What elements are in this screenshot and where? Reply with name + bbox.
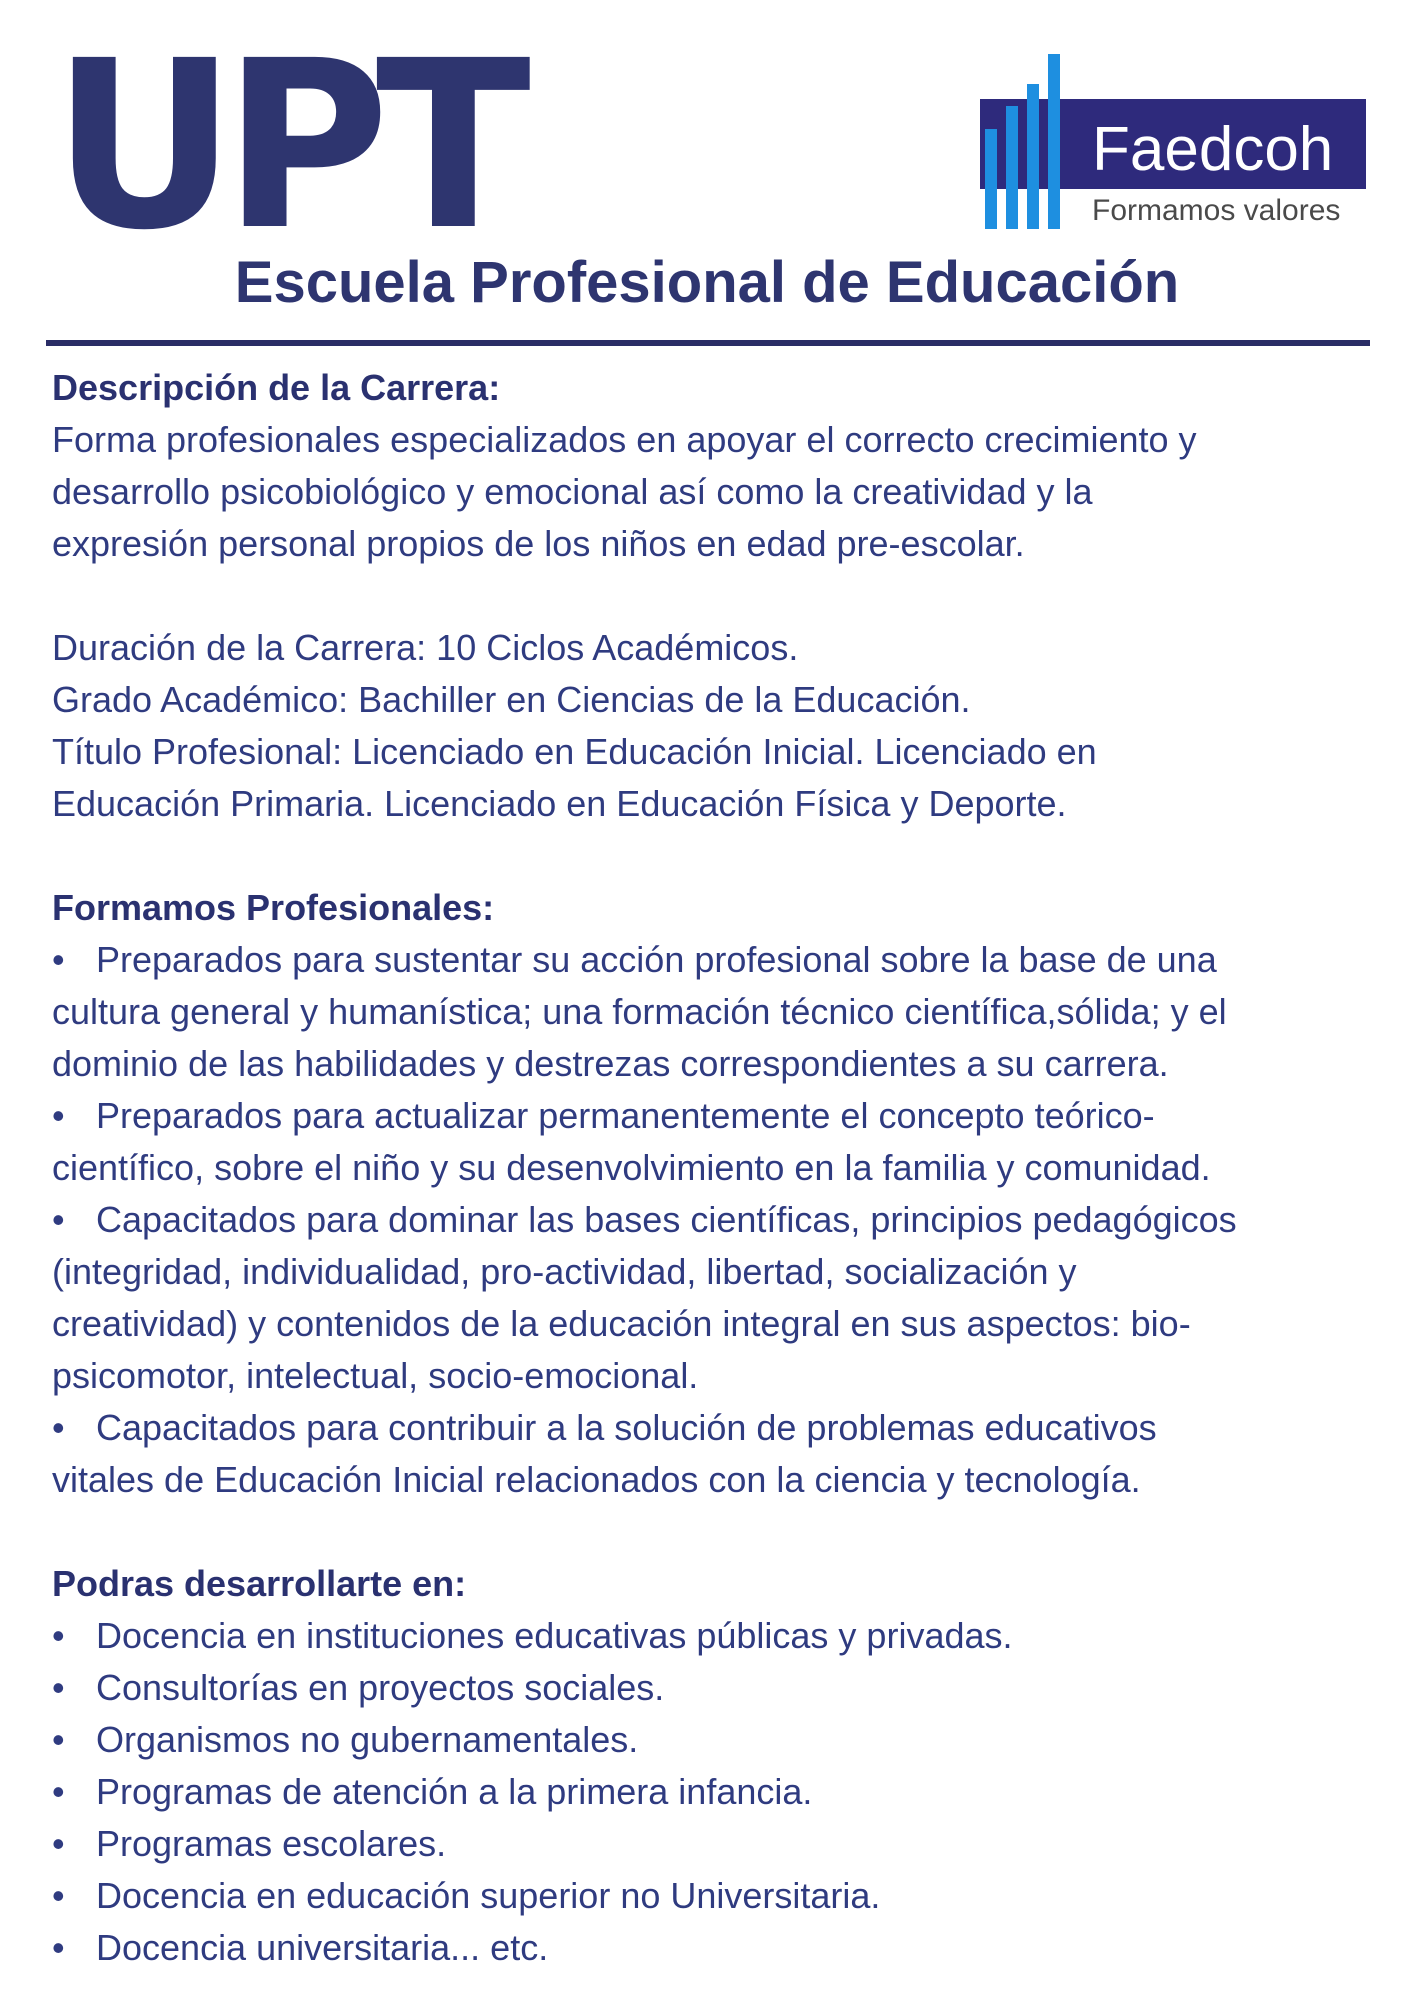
formamos-item-text: Capacitados para contribuir a la solución de problemas educativos [96, 1407, 1157, 1448]
bullet-icon: • [52, 1199, 65, 1240]
formamos-item-line [52, 1402, 1382, 1454]
page-title: Escuela Profesional de Educación [234, 250, 1180, 315]
faedcoh-logo [980, 54, 1370, 229]
faedcoh-bar [1027, 84, 1039, 229]
desarrollo-item [52, 1610, 1382, 1662]
desarrollo-item-text: Docencia en instituciones educativas públicas y privadas. [96, 1615, 1013, 1656]
descripcion-line: expresión personal propios de los niños en edad pre-escolar. [52, 523, 1025, 564]
formamos-item-line [52, 934, 1382, 986]
desarrollo-item-text: Docencia universitaria... etc. [96, 1927, 549, 1968]
bullet-icon: • [52, 1927, 65, 1968]
desarrollo-heading: Podras desarrollarte en: [52, 1563, 467, 1604]
descripcion-heading: Descripción de la Carrera: [52, 367, 501, 408]
desarrollo-item-text: Programas de atención a la primera infancia. [96, 1771, 813, 1812]
desarrollo-item [52, 1714, 1382, 1766]
descripcion-line: Forma profesionales especializados en apoyar el correcto crecimiento y [52, 419, 1197, 460]
formamos-item-text: Capacitados para dominar las bases científicas, principios pedagógicos [96, 1199, 1237, 1240]
desarrollo-item [52, 1766, 1382, 1818]
faedcoh-bar [985, 129, 997, 229]
formamos-item-line [52, 1194, 1382, 1246]
bullet-icon: • [52, 939, 65, 980]
spacer [52, 570, 1382, 622]
desarrollo-item [52, 1870, 1382, 1922]
titulo-line: Educación Primaria. Licenciado en Educación Física y Deporte. [52, 783, 1067, 824]
faedcoh-slogan: Formamos valores [1092, 194, 1341, 227]
title-divider [46, 340, 1370, 346]
formamos-item-line: dominio de las habilidades y destrezas correspondientes a su carrera. [52, 1043, 1169, 1084]
upt-logo: UPT [52, 11, 518, 281]
desarrollo-item-text: Consultorías en proyectos sociales. [96, 1667, 665, 1708]
desarrollo-item [52, 1662, 1382, 1714]
bullet-icon: • [52, 1875, 65, 1916]
bullet-icon: • [52, 1823, 65, 1864]
formamos-item-line: vitales de Educación Inicial relacionados con la ciencia y tecnología. [52, 1459, 1141, 1500]
formamos-item-line: psicomotor, intelectual, socio-emocional. [52, 1355, 699, 1396]
bullet-icon: • [52, 1719, 65, 1760]
duracion-text: Duración de la Carrera: 10 Ciclos Académicos. [52, 627, 799, 668]
formamos-item-line: (integridad, individualidad, pro-actividad, libertad, socialización y [52, 1251, 1077, 1292]
formamos-item-line [52, 1090, 1382, 1142]
formamos-item-line: creatividad) y contenidos de la educación integral en sus aspectos: bio- [52, 1303, 1191, 1344]
bullet-icon: • [52, 1771, 65, 1812]
bullet-icon: • [52, 1095, 65, 1136]
faedcoh-bar [1006, 106, 1018, 229]
titulo-line: Título Profesional: Licenciado en Educación Inicial. Licenciado en [52, 731, 1097, 772]
bullet-icon: • [52, 1407, 65, 1448]
desarrollo-item-text: Programas escolares. [96, 1823, 447, 1864]
formamos-heading: Formamos Profesionales: [52, 887, 495, 928]
spacer [52, 830, 1382, 882]
formamos-item-text: Preparados para actualizar permanentemente el concepto teórico- [96, 1095, 1155, 1136]
bullet-icon: • [52, 1615, 65, 1656]
bullet-icon: • [52, 1667, 65, 1708]
desarrollo-item-text: Docencia en educación superior no Universitaria. [96, 1875, 881, 1916]
grado-text: Grado Académico: Bachiller en Ciencias de la Educación. [52, 679, 971, 720]
faedcoh-bar [1048, 54, 1060, 229]
header [0, 0, 1414, 340]
spacer [52, 1506, 1382, 1558]
formamos-item-line: científico, sobre el niño y su desenvolvimiento en la familia y comunidad. [52, 1147, 1211, 1188]
descripcion-line: desarrollo psicobiológico y emocional así como la creatividad y la [52, 471, 1093, 512]
formamos-item-line: cultura general y humanística; una formación técnico científica,sólida; y el [52, 991, 1227, 1032]
career-info [52, 362, 1382, 1974]
faedcoh-name: Faedcoh [1092, 115, 1334, 184]
desarrollo-item-text: Organismos no gubernamentales. [96, 1719, 639, 1760]
desarrollo-item [52, 1922, 1382, 1974]
desarrollo-item [52, 1818, 1382, 1870]
formamos-item-text: Preparados para sustentar su acción profesional sobre la base de una [96, 939, 1217, 980]
